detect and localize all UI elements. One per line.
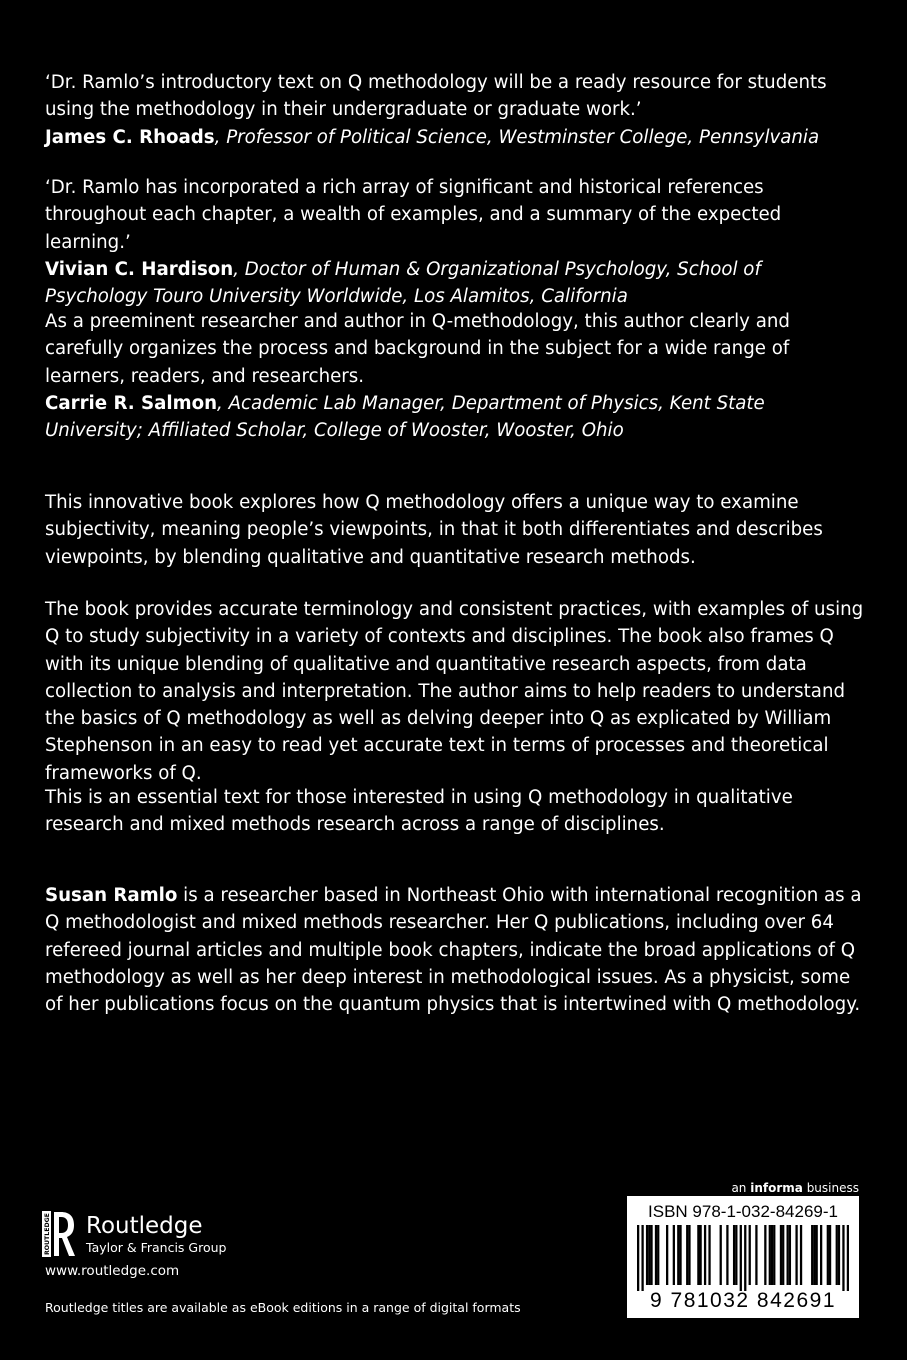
barcode-bar	[708, 1225, 710, 1285]
barcode-bar	[789, 1225, 791, 1285]
barcode-bar	[648, 1225, 650, 1285]
barcode-bar	[655, 1225, 657, 1285]
publisher-website[interactable]: www.routledge.com	[45, 1263, 180, 1279]
barcode-bar	[800, 1225, 802, 1285]
author-name: Susan Ramlo	[45, 885, 178, 906]
barcode-bar	[836, 1225, 838, 1285]
barcode-bar	[820, 1225, 822, 1285]
endorsement-2	[45, 174, 867, 310]
isbn-barcode	[627, 1196, 859, 1318]
publisher-group: Taylor & Francis Group	[86, 1240, 227, 1255]
endorsement-attribution	[45, 390, 867, 445]
isbn-digits: 9 781032 842691	[650, 1289, 836, 1312]
barcode-bar	[637, 1225, 639, 1291]
barcode-bar	[697, 1225, 699, 1285]
barcode-bars	[637, 1225, 849, 1291]
endorser-name: Vivian C. Hardison	[45, 258, 234, 280]
ebook-footnote: Routledge titles are available as eBook editions in a range of digital formats	[45, 1300, 521, 1315]
isbn-label: ISBN 978-1-032-84269-1	[648, 1202, 838, 1221]
barcode-bar	[827, 1225, 829, 1285]
endorsement-quote: ‘Dr. Ramlo has incorporated a rich array of significant and historical references throughout each chapter, a wealth of examples, and a summary of the expected learning.’	[45, 177, 782, 253]
author-bio-text: is a researcher based in Northeast Ohio with international recognition as a Q methodologist and mixed methods researcher. Her Q publications, including over 64 refereed journal articles and multiple book chapters, indicate the broad applications of Q methodology as well as her deep interest in methodological issues. As a physicist, some of her publications focus on the quantum physics that is intertwined with Q methodology.	[45, 885, 862, 1016]
description-paragraph: The book provides accurate terminology and consistent practices, with examples of using Q to study subjectivity in a variety of contexts and disciplines. The book also frames Q with its unique blending of qualitative and quantitative research aspects, from data collection to analysis and interpretation. The author aims to help readers to understand the basics of Q methodology as well as delving deeper into Q as explicated by William Stephenson in an easy to read yet accurate text in terms of processes and theoretical frameworks of Q.	[45, 599, 864, 784]
barcode-bar	[847, 1225, 849, 1291]
description-paragraph: This innovative book explores how Q methodology offers a unique way to examine subjectivity, meaning people’s viewpoints, in that it both differentiates and describes viewpoints, by blending qualitative and quantitative research methods.	[45, 492, 823, 568]
endorsement-quote: ‘Dr. Ramlo’s introductory text on Q methodology will be a ready resource for students using the methodology in their undergraduate or graduate work.’	[45, 72, 827, 121]
publisher-name: Routledge	[86, 1213, 203, 1239]
barcode-bar	[686, 1225, 688, 1285]
endorser-affiliation: , Professor of Political Science, Westminster College, Pennsylvania	[214, 126, 820, 148]
barcode-bar	[688, 1225, 690, 1285]
endorser-name: Carrie R. Salmon	[45, 392, 218, 414]
barcode-bar	[744, 1225, 746, 1291]
endorser-affiliation: , Doctor of Human & Organizational Psychology, School of Psychology Touro University Worldwide, Los Alamitos, California	[45, 258, 761, 308]
barcode-bar	[773, 1225, 775, 1285]
barcode-bar	[780, 1225, 782, 1285]
endorsement-attribution	[45, 256, 867, 311]
barcode-bar	[829, 1225, 831, 1285]
informa-brand: informa	[750, 1181, 803, 1195]
barcode-bar	[838, 1225, 840, 1285]
barcode-bar	[677, 1225, 679, 1285]
barcode-bar	[782, 1225, 784, 1285]
routledge-vertical-mark: ROUTLEDGE	[44, 1213, 51, 1255]
endorser-affiliation: , Academic Lab Manager, Department of Physics, Kent State University; Affiliated Scholar, College of Wooster, Wooster, Ohio	[45, 392, 765, 442]
description-paragraph: This is an essential text for those interested in using Q methodology in qualitative research and mixed methods research across a range of disciplines.	[45, 787, 793, 836]
barcode-bar	[699, 1225, 701, 1285]
barcode-bar	[733, 1225, 735, 1285]
barcode-bar	[811, 1225, 813, 1285]
barcode-bar	[726, 1225, 728, 1285]
barcode-bar	[813, 1225, 815, 1285]
barcode-bar	[771, 1225, 773, 1285]
endorsement-1	[45, 69, 867, 151]
endorsement-attribution	[45, 124, 867, 151]
barcode-bar	[740, 1225, 742, 1291]
barcode-bar	[720, 1225, 722, 1285]
barcode-bar	[679, 1225, 681, 1285]
author-bio	[45, 882, 867, 1018]
barcode-bar	[704, 1225, 706, 1285]
endorsement-3	[45, 308, 867, 444]
barcode-bar	[795, 1225, 797, 1285]
barcode-bar	[641, 1225, 643, 1291]
endorsement-quote: As a preeminent researcher and author in Q-methodology, this author clearly and carefully organizes the process and background in the subject for a wide range of learners, readers, and researchers.	[45, 311, 790, 387]
barcode-bar	[666, 1225, 668, 1285]
barcode-bar	[657, 1225, 659, 1285]
barcode-bar	[646, 1225, 648, 1285]
barcode-bar	[650, 1225, 652, 1285]
barcode-bar	[764, 1225, 766, 1285]
barcode-bar	[842, 1225, 844, 1291]
barcode-bar	[787, 1225, 789, 1285]
barcode-bar	[749, 1225, 751, 1285]
barcode-bar	[735, 1225, 737, 1285]
endorser-name: James C. Rhoads	[45, 126, 215, 148]
routledge-logo	[42, 1211, 242, 1259]
informa-tagline: an informa business	[731, 1181, 859, 1195]
barcode-bar	[816, 1225, 818, 1285]
routledge-logo-icon	[42, 1211, 76, 1257]
barcode-bar	[673, 1225, 675, 1285]
barcode-bar	[769, 1225, 771, 1285]
barcode-bar	[755, 1225, 757, 1285]
